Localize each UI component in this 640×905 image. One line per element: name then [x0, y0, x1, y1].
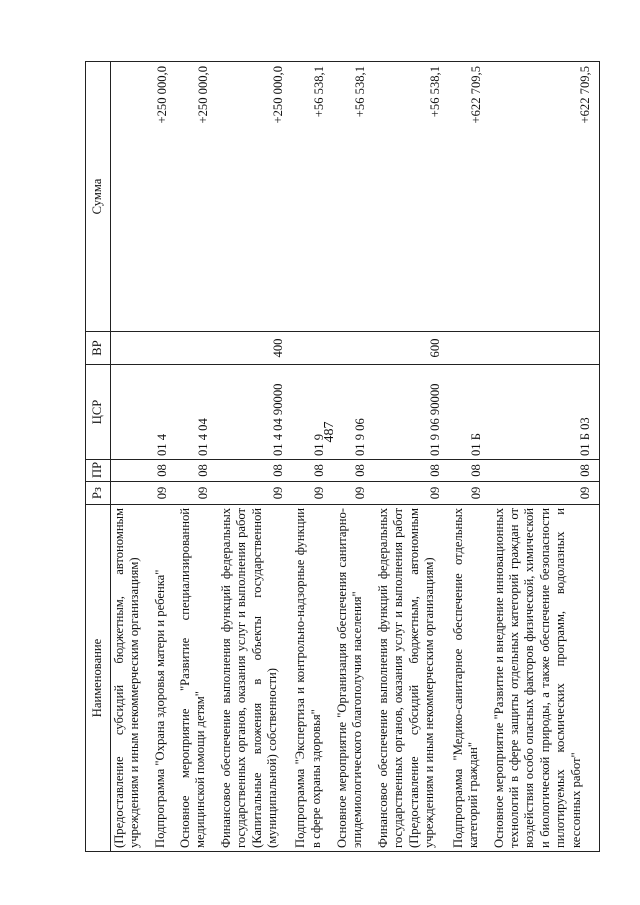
row-sum: +622 709,5	[450, 62, 491, 332]
row-vr: 600	[375, 332, 450, 365]
row-rz: 09	[152, 482, 176, 505]
row-sum: +250 000,0	[177, 62, 218, 332]
table-row	[491, 62, 600, 852]
header-pr: ПР	[86, 460, 111, 482]
row-vr	[177, 332, 218, 365]
header-csr: ЦСР	[86, 365, 111, 460]
row-rz: 09	[450, 482, 491, 505]
row-rz: 09	[375, 482, 450, 505]
row-pr: 08	[218, 460, 293, 482]
page-number: 487	[322, 421, 337, 443]
row-pr: 08	[292, 460, 333, 482]
row-name: Финансовое обеспечение выполнения функций федеральных государственных органов, оказания услуг и выполнения работ (Капитальные вложения в объекты государственной (муниципальной) собственности)	[218, 505, 293, 852]
row-rz: 09	[292, 482, 333, 505]
rotated-table-container	[85, 62, 600, 852]
table-row	[152, 62, 176, 852]
row-pr: 08	[152, 460, 176, 482]
row-pr: 08	[450, 460, 491, 482]
row-pr: 08	[177, 460, 218, 482]
table-row	[218, 62, 293, 852]
row-name: Подпрограмма "Медико-санитарное обеспечение отдельных категорий граждан"	[450, 505, 491, 852]
row-vr	[152, 332, 176, 365]
row-csr	[111, 365, 153, 460]
row-sum: +56 538,1	[375, 62, 450, 332]
table-header-row	[86, 62, 111, 852]
row-vr	[292, 332, 333, 365]
row-sum: +622 709,5	[491, 62, 600, 332]
row-name: Подпрограмма "Охрана здоровья матери и ребенка"	[152, 505, 176, 852]
budget-table	[85, 61, 600, 852]
header-name: Наименование	[86, 505, 111, 852]
row-sum	[111, 62, 153, 332]
row-rz: 09	[177, 482, 218, 505]
table-row	[111, 62, 153, 852]
row-csr: 01 9	[292, 365, 333, 460]
row-rz: 09	[334, 482, 375, 505]
row-vr	[334, 332, 375, 365]
row-name: Подпрограмма "Экспертиза и контрольно-надзорные функции в сфере охраны здоровья"	[292, 505, 333, 852]
row-csr: 01 4 04 90000	[218, 365, 293, 460]
row-sum: +250 000,0	[152, 62, 176, 332]
row-name: Основное мероприятие "Организация обеспечения санитарно-эпидемиологического благополучия населения"	[334, 505, 375, 852]
row-rz	[111, 482, 153, 505]
row-csr: 01 9 06 90000	[375, 365, 450, 460]
row-sum: +250 000,0	[218, 62, 293, 332]
row-vr	[491, 332, 600, 365]
row-pr: 08	[334, 460, 375, 482]
table-row	[334, 62, 375, 852]
row-csr: 01 9 06	[334, 365, 375, 460]
row-name: Финансовое обеспечение выполнения функций федеральных государственных органов, оказания услуг и выполнения работ (Предоставление субсидий бюджетным, автономным учреждениям и иным некоммерческим организациям)	[375, 505, 450, 852]
row-sum: +56 538,1	[292, 62, 333, 332]
table-row	[177, 62, 218, 852]
row-csr: 01 4 04	[177, 365, 218, 460]
row-pr: 08	[491, 460, 600, 482]
table-row	[375, 62, 450, 852]
row-rz: 09	[218, 482, 293, 505]
row-csr: 01 Б 03	[491, 365, 600, 460]
row-name: (Предоставление субсидий бюджетным, автономным учреждениям и иным некоммерческим организациям)	[111, 505, 153, 852]
row-csr: 01 Б	[450, 365, 491, 460]
row-vr	[111, 332, 153, 365]
row-csr: 01 4	[152, 365, 176, 460]
table-row	[292, 62, 333, 852]
row-pr	[111, 460, 153, 482]
row-name: Основное мероприятие "Развитие и внедрение инновационных технологий в сфере защиты отдельных категорий граждан от воздействия особо опасных факторов физической, химической и биологической природы, а также обеспечение безопасности пилотируемых космических программ, водолазных и кессонных работ"	[491, 505, 600, 852]
header-sum: Сумма	[86, 62, 111, 332]
row-vr	[450, 332, 491, 365]
table-row	[450, 62, 491, 852]
row-rz: 09	[491, 482, 600, 505]
header-vr: ВР	[86, 332, 111, 365]
row-sum: +56 538,1	[334, 62, 375, 332]
row-vr: 400	[218, 332, 293, 365]
row-pr: 08	[375, 460, 450, 482]
header-rz: Рз	[86, 482, 111, 505]
row-name: Основное мероприятие "Развитие специализированной медицинской помощи детям"	[177, 505, 218, 852]
